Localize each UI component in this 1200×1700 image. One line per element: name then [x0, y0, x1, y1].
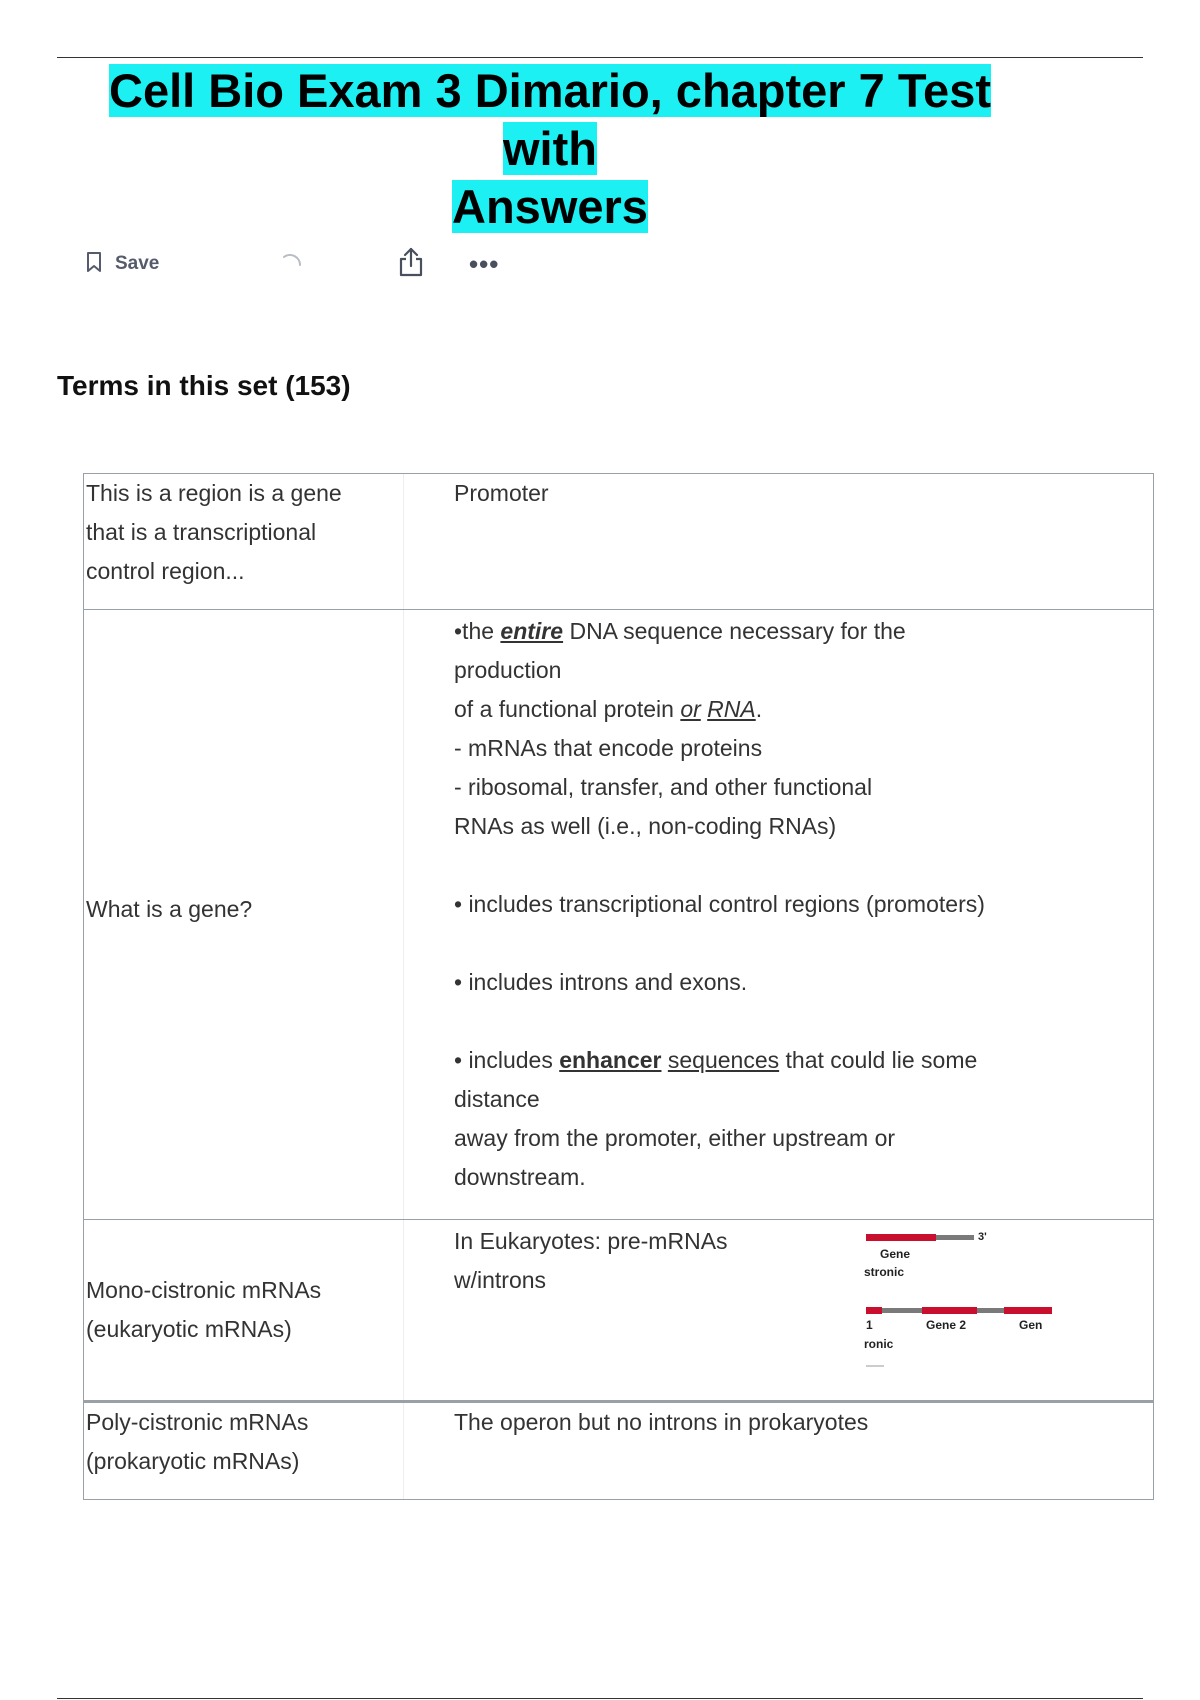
- term-text: This is a region is a gene: [86, 480, 342, 506]
- bottom-rule: [57, 1698, 1143, 1699]
- term-cell: [84, 1403, 404, 1499]
- term-cell: [84, 474, 404, 609]
- seg-gray-2: [977, 1308, 1004, 1313]
- definition-line: • includes introns and exons.: [454, 969, 748, 995]
- share-button[interactable]: [397, 244, 425, 284]
- utr-segment-gray: [936, 1235, 974, 1240]
- page-title: [57, 62, 1043, 236]
- label-stronic: stronic: [864, 1265, 905, 1279]
- definition-text: Promoter: [454, 480, 549, 506]
- term-cell: [84, 610, 404, 1219]
- seg-red-2: [922, 1307, 977, 1314]
- term-text: Mono-cistronic mRNAs: [86, 1277, 322, 1303]
- label-gen: Gen: [1019, 1318, 1043, 1332]
- more-icon: •••: [469, 248, 500, 279]
- share-icon: [397, 246, 425, 283]
- definition-line: of a functional protein or RNA.: [454, 696, 763, 722]
- term-text: What is a gene?: [86, 896, 253, 922]
- label-gene: Gene: [880, 1247, 911, 1261]
- title-line-2: Answers: [452, 180, 648, 233]
- definition-line: distance: [454, 1086, 540, 1112]
- definition-line: In Eukaryotes: pre-mRNAs: [454, 1228, 728, 1254]
- definition-line: - mRNAs that encode proteins: [454, 735, 763, 761]
- table-row: [84, 1219, 1153, 1400]
- term-text: (eukaryotic mRNAs): [86, 1316, 292, 1342]
- save-label: Save: [115, 253, 160, 274]
- definition-line: downstream.: [454, 1164, 586, 1190]
- definition-cell: [404, 474, 1153, 609]
- top-rule: [57, 57, 1143, 58]
- definition-line: away from the promoter, either upstream or: [454, 1125, 896, 1151]
- term-text: Poly-cistronic mRNAs: [86, 1409, 309, 1435]
- definition-cell: [404, 1403, 1153, 1499]
- cistronic-diagram: [864, 1224, 1054, 1374]
- save-button[interactable]: [85, 244, 159, 284]
- term-text: control region...: [86, 558, 245, 584]
- table-row: [84, 1400, 1153, 1499]
- label-3prime: 3': [978, 1231, 987, 1243]
- definition-line: RNAs as well (i.e., non-coding RNAs): [454, 813, 837, 839]
- seg-red-3: [1004, 1307, 1052, 1314]
- term-cell: [84, 1220, 404, 1400]
- table-row: [84, 474, 1153, 609]
- terms-heading: Terms in this set (153): [57, 370, 351, 401]
- definition-line: • includes transcriptional control regions (promoters): [454, 891, 985, 917]
- terms-table: [83, 473, 1154, 1500]
- table-row: [84, 609, 1153, 1219]
- label-gene-2: Gene 2: [926, 1318, 967, 1332]
- definition-line: - ribosomal, transfer, and other functional: [454, 774, 873, 800]
- bookmark-icon: [85, 251, 103, 278]
- definition-line: •the entire DNA sequence necessary for the: [454, 618, 906, 644]
- seg-gray-1: [882, 1308, 922, 1313]
- definition-text: The operon but no introns in prokaryotes: [454, 1409, 869, 1435]
- gene-segment-red: [866, 1234, 936, 1241]
- title-line-1: Cell Bio Exam 3 Dimario, chapter 7 Test with: [109, 64, 991, 175]
- definition-line: w/introns: [454, 1267, 547, 1293]
- more-button[interactable]: [469, 244, 499, 284]
- label-ronic: ronic: [864, 1337, 894, 1351]
- term-text: (prokaryotic mRNAs): [86, 1448, 300, 1474]
- label-1: 1: [866, 1318, 873, 1332]
- definition-line: • includes enhancer sequences that could lie some: [454, 1047, 978, 1073]
- term-text: that is a transcriptional: [86, 519, 317, 545]
- seg-red-1: [866, 1307, 882, 1314]
- definition-cell: [404, 610, 1153, 1219]
- definition-line: production: [454, 657, 562, 683]
- spinner-icon: [278, 244, 304, 284]
